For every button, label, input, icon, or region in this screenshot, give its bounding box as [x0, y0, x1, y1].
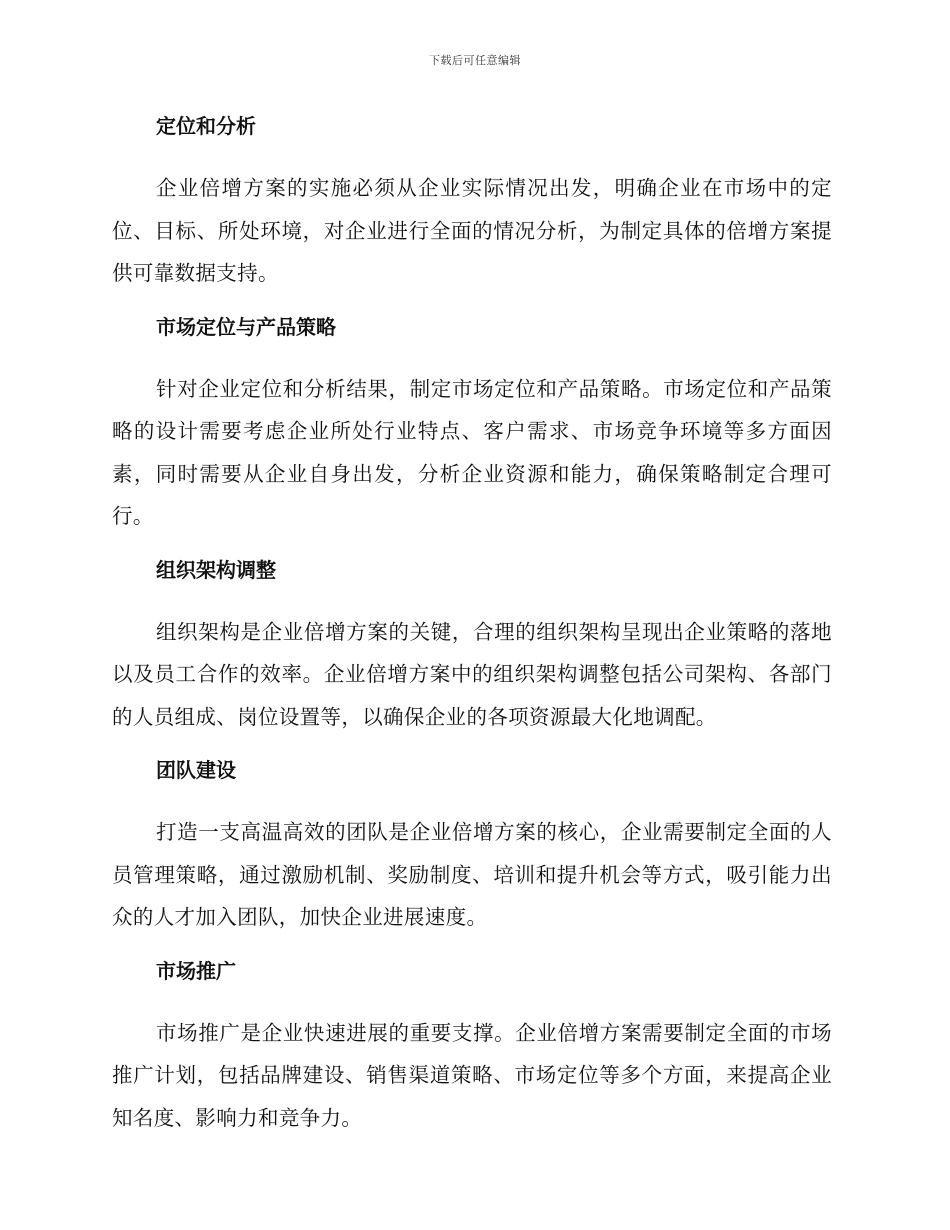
document-content: [112, 108, 832, 1153]
section-heading: 团队建设: [156, 758, 236, 782]
section-org-structure: [112, 552, 832, 739]
section-heading: 市场定位与产品策略: [156, 314, 336, 339]
section-heading: 市场推广: [156, 958, 236, 983]
section-heading: 定位和分析: [156, 114, 256, 138]
section-paragraph: 打造一支高温高效的团队是企业倍增方案的核心，企业需要制定全面的人员管理策略，通过激励机制、奖励制度、培训和提升机会等方式，吸引能力出众的人才加入团队，加快企业进展速度。: [112, 820, 832, 929]
section-positioning-analysis: [112, 108, 832, 295]
section-heading: 组织架构调整: [156, 557, 276, 582]
section-paragraph: 市场推广是企业快速进展的重要支撑。企业倍增方案需要制定全面的市场推广计划，包括品牌建设、销售渠道策略、市场定位等多个方面，来提高企业知名度、影响力和竞争力。: [112, 1020, 832, 1130]
section-paragraph: 企业倍增方案的实施必须从企业实际情况出发，明确企业在市场中的定位、目标、所处环境，对企业进行全面的情况分析，为制定具体的倍增方案提供可靠数据支持。: [112, 176, 832, 285]
section-paragraph: 针对企业定位和分析结果，制定市场定位和产品策略。市场定位和产品策略的设计需要考虑企业所处行业特点、客户需求、市场竞争环境等多方面因素，同时需要从企业自身出发，分析企业资源和能力，确保策略制定合理可行。: [112, 376, 832, 528]
section-market-product-strategy: [112, 309, 832, 538]
section-marketing-promotion: [112, 953, 832, 1140]
section-paragraph: 组织架构是企业倍增方案的关键，合理的组织架构呈现出企业策略的落地以及员工合作的效率。企业倍增方案中的组织架构调整包括公司架构、各部门的人员组成、岗位设置等，以确保企业的各项资源最大化地调配。: [112, 619, 832, 729]
page-header-note: 下载后可任意编辑: [429, 54, 521, 67]
section-team-building: [112, 752, 832, 939]
